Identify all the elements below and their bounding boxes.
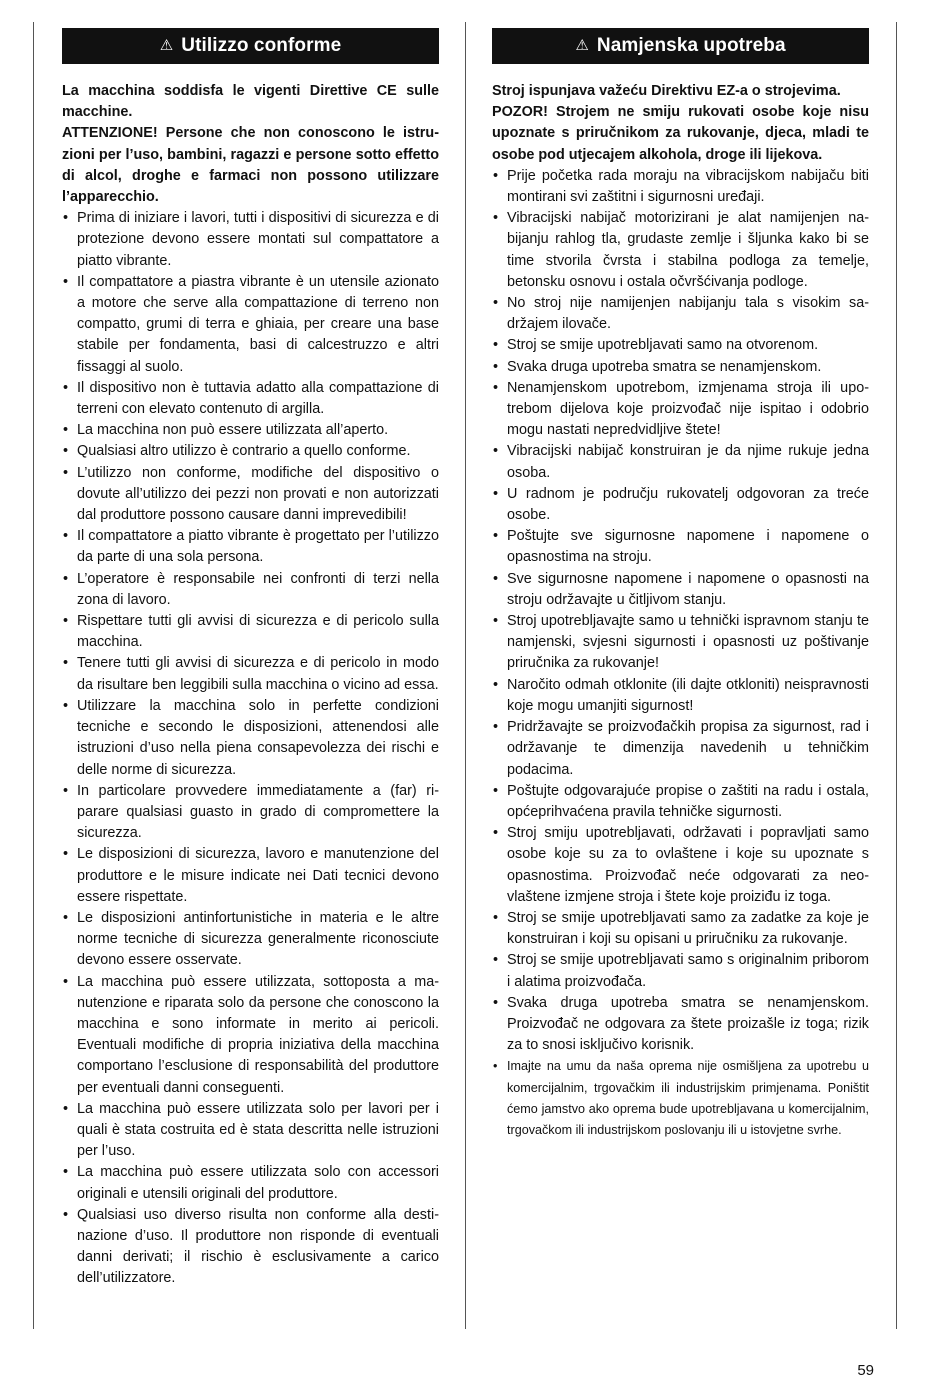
list-item: • Vibracijski nabijač motorizirani je alat namijenjen nabijanju rahlog tla, grudaste zemlje i šljunka kako bi se time stvorila čvrsta i stabilna podloga za temelje, betonsku osnovu i ostala očvršćivanja podloge. <box>492 208 869 293</box>
list-item: • Poštujte odgovarajuće propise o zaštiti na radu i ostala, općeprihvaćena pravila tehničke sigurnosti. <box>492 781 869 823</box>
list-item: • No stroj nije namijenjen nabijanju tala s visokim sadržajem ilovače. <box>492 293 869 335</box>
list-item: • L’operatore è responsabile nei confronti di terzi nella zona di lavoro. <box>62 569 439 611</box>
warning-triangle-icon: ⚠ <box>159 36 174 54</box>
section-title: Namjenska upotreba <box>596 35 786 56</box>
list-item: • Pridržavajte se proizvođačkih propisa za sigurnost, rad i održavanje te dimenzija navedenih u tehničkim podacima. <box>492 717 869 781</box>
italian-column <box>62 28 439 1290</box>
list-item: • Utilizzare la macchina solo in perfette condizioni tecniche e secondo le disposizioni, attenendosi alle istruzioni d’uso nella piena consapevolezza dei rischi e delle norme di sicurezza. <box>62 696 439 781</box>
list-item: • Naročito odmah otklonite (ili dajte otkloniti) neispravnosti koje mogu umanjiti sigurnost! <box>492 675 869 717</box>
intro-line: La macchina soddisfa le vigenti Direttive CE sulle macchine. <box>62 83 439 121</box>
center-divider-rule <box>465 22 466 1329</box>
list-item: • Vibracijski nabijač konstruiran je da njime rukuje jedna osoba. <box>492 441 869 483</box>
right-margin-rule <box>896 22 897 1329</box>
intro-paragraph <box>62 81 439 208</box>
list-item: • Prima di iniziare i lavori, tutti i dispositivi di sicurezza e di protezione devono essere montati sul compattatore a piatto vibrante. <box>62 208 439 272</box>
left-margin-rule <box>33 22 34 1329</box>
list-item: • La macchina non può essere utilizzata all’aperto. <box>62 420 439 441</box>
page-number: 59 <box>857 1362 874 1379</box>
list-item: • Svaka druga upotreba smatra se nenamjenskom. Proizvođač ne odgovara za štete proizašle iz toga; rizik za to snosi isključivo korisnik. <box>492 993 869 1057</box>
intro-paragraph <box>492 81 869 166</box>
list-item: • Sve sigurnosne napomene i napomene o opasnosti na stroju održavajte u čitljivom stanju. <box>492 569 869 611</box>
list-item: • Le disposizioni di sicurezza, lavoro e manutenzione del produttore e le misure indicate nei Dati tecnici devono essere rispettate. <box>62 844 439 908</box>
section-body <box>62 81 439 1290</box>
list-item: • U radnom je području rukovatelj odgovoran za treće osobe. <box>492 484 869 526</box>
list-item: • Poštujte sve sigurnosne napomene i napomene o opasnostima na stroju. <box>492 526 869 568</box>
section-header-croatian <box>492 28 869 64</box>
bullet-list <box>62 208 439 1289</box>
intro-line: POZOR! Strojem ne smiju rukovati osobe koje nisu upoznate s priručnikom za rukovanje, djeca, mladi te osobe pod utjecajem alkohola, droge ili lijekova. <box>492 104 869 163</box>
list-item: • Tenere tutti gli avvisi di sicurezza e di pericolo in modo da risultare ben leggibili sulla macchina o vicino ad essa. <box>62 653 439 695</box>
list-item: • Il compattatore a piastra vibrante è un utensile azionato a motore che serve alla compattazione di terreno non compatto, grumi di terra e ghiaia, per creare una base stabile per fondamenta, basi di calcestruzzo e altri fissaggi al suolo. <box>62 272 439 378</box>
warning-triangle-icon: ⚠ <box>575 36 589 54</box>
bullet-list <box>492 166 869 1141</box>
section-header-italian <box>62 28 439 64</box>
list-item: • Nenamjenskom upotrebom, izmjenama stroja ili upotrebom dijelova koje proizvođač nije ispitao i odobrio mogu nastati nepredvidljive štete! <box>492 378 869 442</box>
list-item: • Qualsiasi altro utilizzo è contrario a quello conforme. <box>62 441 439 462</box>
section-body <box>492 81 869 1141</box>
list-item: • La macchina può essere utilizzata solo per lavori per i quali è stata costruita ed è stata descritta nelle istruzioni per l’uso. <box>62 1099 439 1163</box>
list-item: • Stroj se smije upotrebljavati samo s originalnim priborom i alatima proizvođača. <box>492 950 869 992</box>
list-item: • Prije početka rada moraju na vibracijskom nabijaču biti montirani svi zaštitni i sigurnosni uređaji. <box>492 166 869 208</box>
list-item: • Stroj upotrebljavajte samo u tehnički ispravnom stanju te namjenski, svjesni sigurnosti i opasnosti uz poštivanje priručnika za rukovanje! <box>492 611 869 675</box>
list-item: • L’utilizzo non conforme, modifiche del dispositivo o dovute all’utilizzo dei pezzi non provati e non autorizzati dal produttore possono causare danni imprevedibili! <box>62 463 439 527</box>
list-item: • Qualsiasi uso diverso risulta non conforme alla destinazione d’uso. Il produttore non risponde di eventuali danni derivati; il rischio è esclusivamente a carico dell’utilizzatore. <box>62 1205 439 1290</box>
list-item: • Imajte na umu da naša oprema nije osmišljena za upotrebu u komercijalnim, trgovačkim ili industrijskim primjenama. Poništit ćemo jamstvo ako oprema bude upotrebljavana u komercijalnim, trgovačkom ili industrijskom poslovanju ili u istovjetne svrhe. <box>492 1056 869 1141</box>
list-item: • Stroj smiju upotrebljavati, održavati i popravljati samo osobe koje su za to ovlaštene i koje su upoznate s opasnostima. Proizvođač neće odgovarati za neovlaštene izmjene stroja i štete koje proiziđu iz toga. <box>492 823 869 908</box>
list-item: • Il dispositivo non è tuttavia adatto alla compattazione di terreni con elevato contenuto di argilla. <box>62 378 439 420</box>
list-item: • Stroj se smije upotrebljavati samo na otvorenom. <box>492 335 869 356</box>
list-item: • Stroj se smije upotrebljavati samo za zadatke za koje je konstruiran i koji su opisani u priručniku za rukovanje. <box>492 908 869 950</box>
croatian-column <box>492 28 869 1141</box>
list-item: • La macchina può essere utilizzata solo con accessori originali e utensili originali del produttore. <box>62 1162 439 1204</box>
list-item: • Le disposizioni antinfortunistiche in materia e le altre norme tecniche di sicurezza generalmente riconosciute devono essere osservate. <box>62 908 439 972</box>
list-item: • Il compattatore a piatto vibrante è progettato per l’utilizzo da parte di una sola persona. <box>62 526 439 568</box>
list-item: • La macchina può essere utilizzata, sottoposta a manutenzione e riparata solo da persone che conoscono la macchina e sono informate in merito ai pericoli. Eventuali modifiche di propria iniziativa della macchina comportano l’esclusione di responsabilità del produttore per eventuali danni conseguenti. <box>62 972 439 1099</box>
intro-line: Stroj ispunjava važeću Direktivu EZ-a o strojevima. <box>492 83 841 99</box>
list-item: • Rispettare tutti gli avvisi di sicurezza e di pericolo sulla macchina. <box>62 611 439 653</box>
list-item: • In particolare provvedere immediatamente a (far) riparare qualsiasi guasto in grado di compromettere la sicurezza. <box>62 781 439 845</box>
section-title: Utilizzo conforme <box>181 35 342 56</box>
intro-line: ATTENZIONE! Persone che non conoscono le istruzioni per l’uso, bambini, ragazzi e persone sotto effetto di alcol, droghe e farmaci non possono utilizzare l’apparecchio. <box>62 125 439 206</box>
list-item: • Svaka druga upotreba smatra se nenamjenskom. <box>492 357 869 378</box>
